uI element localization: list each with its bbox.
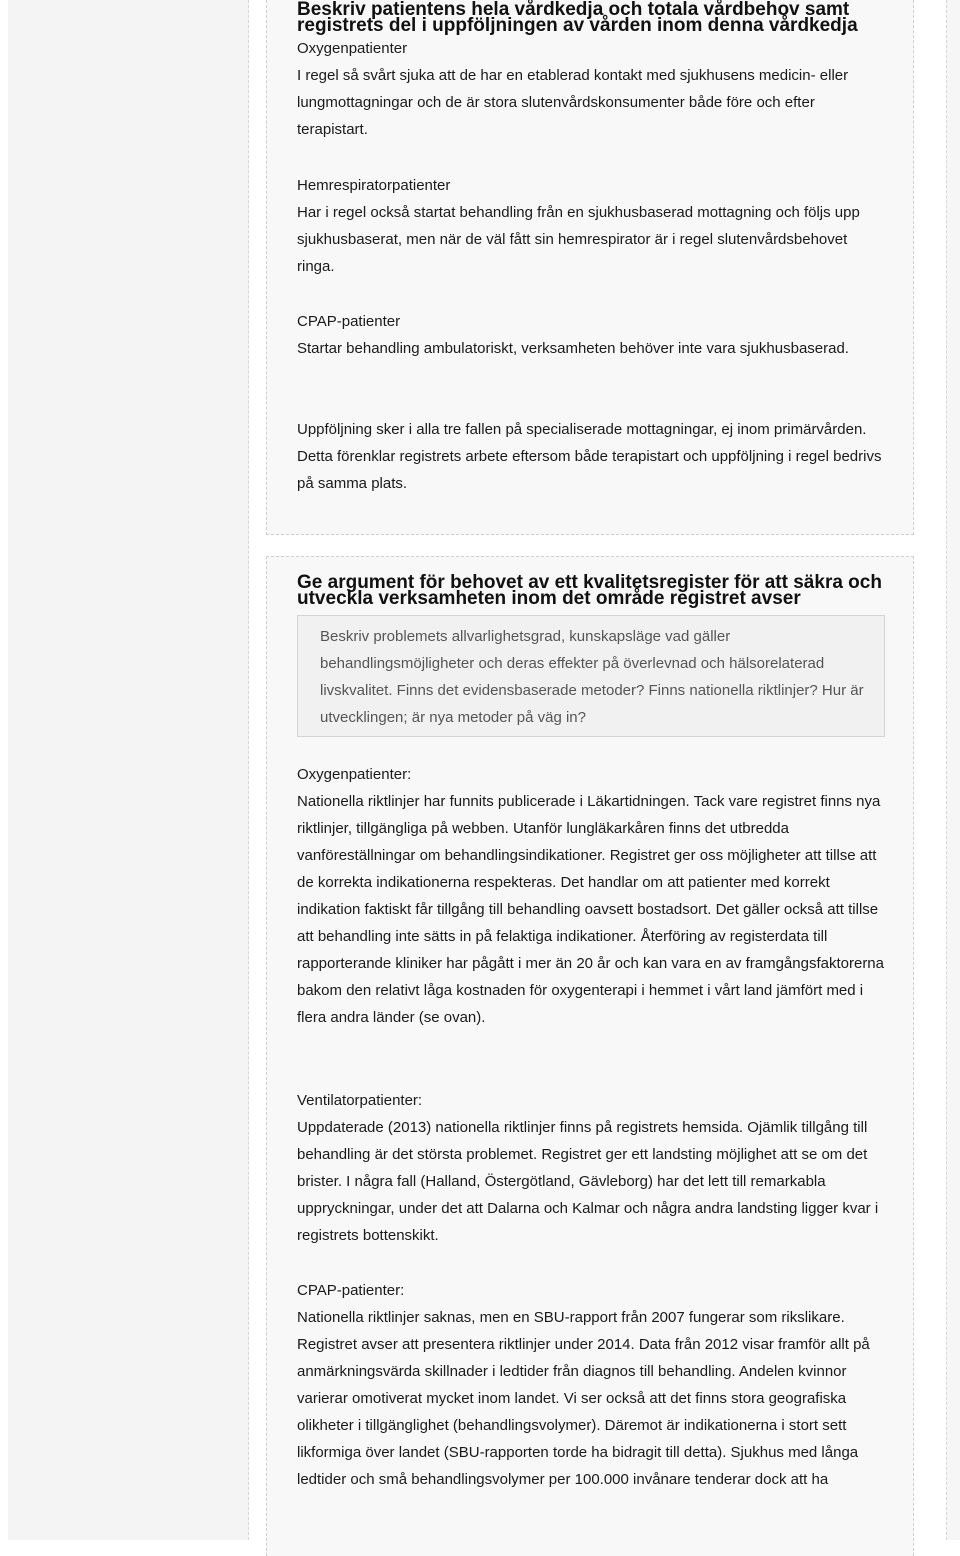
right-margin-panel — [946, 0, 960, 1540]
followup-block — [297, 416, 887, 497]
hemrespirator-block — [297, 172, 887, 280]
cpap-text: Startar behandling ambulatoriskt, verksamheten behöver inte vara sjukhusbaserad. — [297, 340, 849, 357]
section-care-chain-title-wrap — [297, 2, 887, 34]
section-argument-title-wrap — [297, 572, 887, 609]
ventilator-block — [297, 1087, 887, 1249]
oxygen-argument-text: Nationella riktlinjer har funnits publicerade i Läkartidningen. Tack vare registret finns nya riktlinjer, tillgängliga på webben. Utanför lungläkarkåren finns det utbredda vanföreställningar om behandlingsindikationer. Registret ger oss möjligheter att tillse att de korrekta indikationerna respekteras. Det handlar om att patienter med korrekt indikation faktiskt får tillgång till behandling oavsett bostadsort. Det gäller också att tillse att behandling inte sätts in på felaktiga indikationer. Återföring av registerdata till rapporterande kliniker har pågått i mer än 20 år och kan vara en av framgångsfaktorerna bakom den relativt låga kostnaden för oxygenterapi i hemmet i vårt land jämfört med i flera andra länder (se ovan). — [297, 793, 884, 1026]
oxygen-block — [297, 35, 887, 143]
cpap-block — [297, 308, 887, 362]
left-margin-panel — [8, 0, 249, 1540]
instruction-text: Beskriv problemets allvarlighetsgrad, kunskapsläge vad gäller behandlingsmöjligheter och deras effekter på överlevnad och hälsorelaterad livskvalitet. Finns det evidensbaserade metoder? Finns nationella riktlinjer? Hur är utvecklingen; är nya metoder på väg in? — [320, 628, 864, 726]
section-registry-argument — [266, 556, 914, 1556]
cpap-argument-text: Nationella riktlinjer saknas, men en SBU-rapport från 2007 fungerar som rikslikare. Registret avser att presentera riktlinjer under 2014. Data från 2012 visar framför allt på anmärkningsvärda skillnader i ledtider från diagnos till behandling. Andelen kvinnor varierar omotiverat mycket inom landet. Vi ser också att det finns stora geografiska olikheter i tillgänglighet (behandlingsvolymer). Däremot är indikationerna i stort sett likformiga över landet (SBU-rapporten torde ha bidragit till detta). Sjukhus med långa ledtider och små behandlingsvolymer per 100.000 invånare tenderar dock att ha — [297, 1309, 870, 1488]
oxygen-heading: Oxygenpatienter — [297, 40, 408, 57]
cpap-heading: CPAP-patienter — [297, 313, 401, 330]
section-argument-title: Ge argument för behovet av ett kvalitetsregister för att säkra och utveckla verksamheten inom det område registret avser — [297, 572, 882, 609]
instruction-box — [297, 615, 885, 737]
hemrespirator-text: Har i regel också startat behandling från en sjukhusbaserad mottagning och följs upp sjukhusbaserat, men när de väl fått sin hemrespirator är i regel slutenvårdsbehovet ringa. — [297, 204, 860, 275]
section-care-chain — [266, 0, 914, 535]
cpap-argument-heading: CPAP-patienter: — [297, 1282, 405, 1299]
ventilator-heading: Ventilatorpatienter: — [297, 1092, 423, 1109]
oxygen-text: I regel så svårt sjuka att de har en etablerad kontakt med sjukhusens medicin- eller lungmottagningar och de är stora slutenvårdskonsumenter både före och efter terapistart. — [297, 67, 849, 138]
section-care-chain-title: Beskriv patientens hela vårdkedja och totala vårdbehov samt registrets del i uppföljningen av vården inom denna vårdkedja — [297, 0, 858, 36]
oxygen-argument-heading: Oxygenpatienter: — [297, 766, 412, 783]
ventilator-text: Uppdaterade (2013) nationella riktlinjer finns på registrets hemsida. Ojämlik tillgång till behandling är det största problemet. Registret ger ett landsting möjlighet att se om det brister. I några fall (Halland, Östergötland, Gävleborg) har det lett till remarkabla uppryckningar, under det att Dalarna och Kalmar och några andra landsting ligger kvar i registrets bottenskikt. — [297, 1119, 879, 1244]
cpap-argument-block — [297, 1277, 887, 1493]
hemrespirator-heading: Hemrespiratorpatienter — [297, 177, 451, 194]
followup-text: Uppföljning sker i alla tre fallen på specialiserade mottagningar, ej inom primärvården. Detta förenklar registrets arbete eftersom både terapistart och uppföljning i regel bedrivs på samma plats. — [297, 421, 882, 492]
oxygen-argument-block — [297, 761, 887, 1031]
